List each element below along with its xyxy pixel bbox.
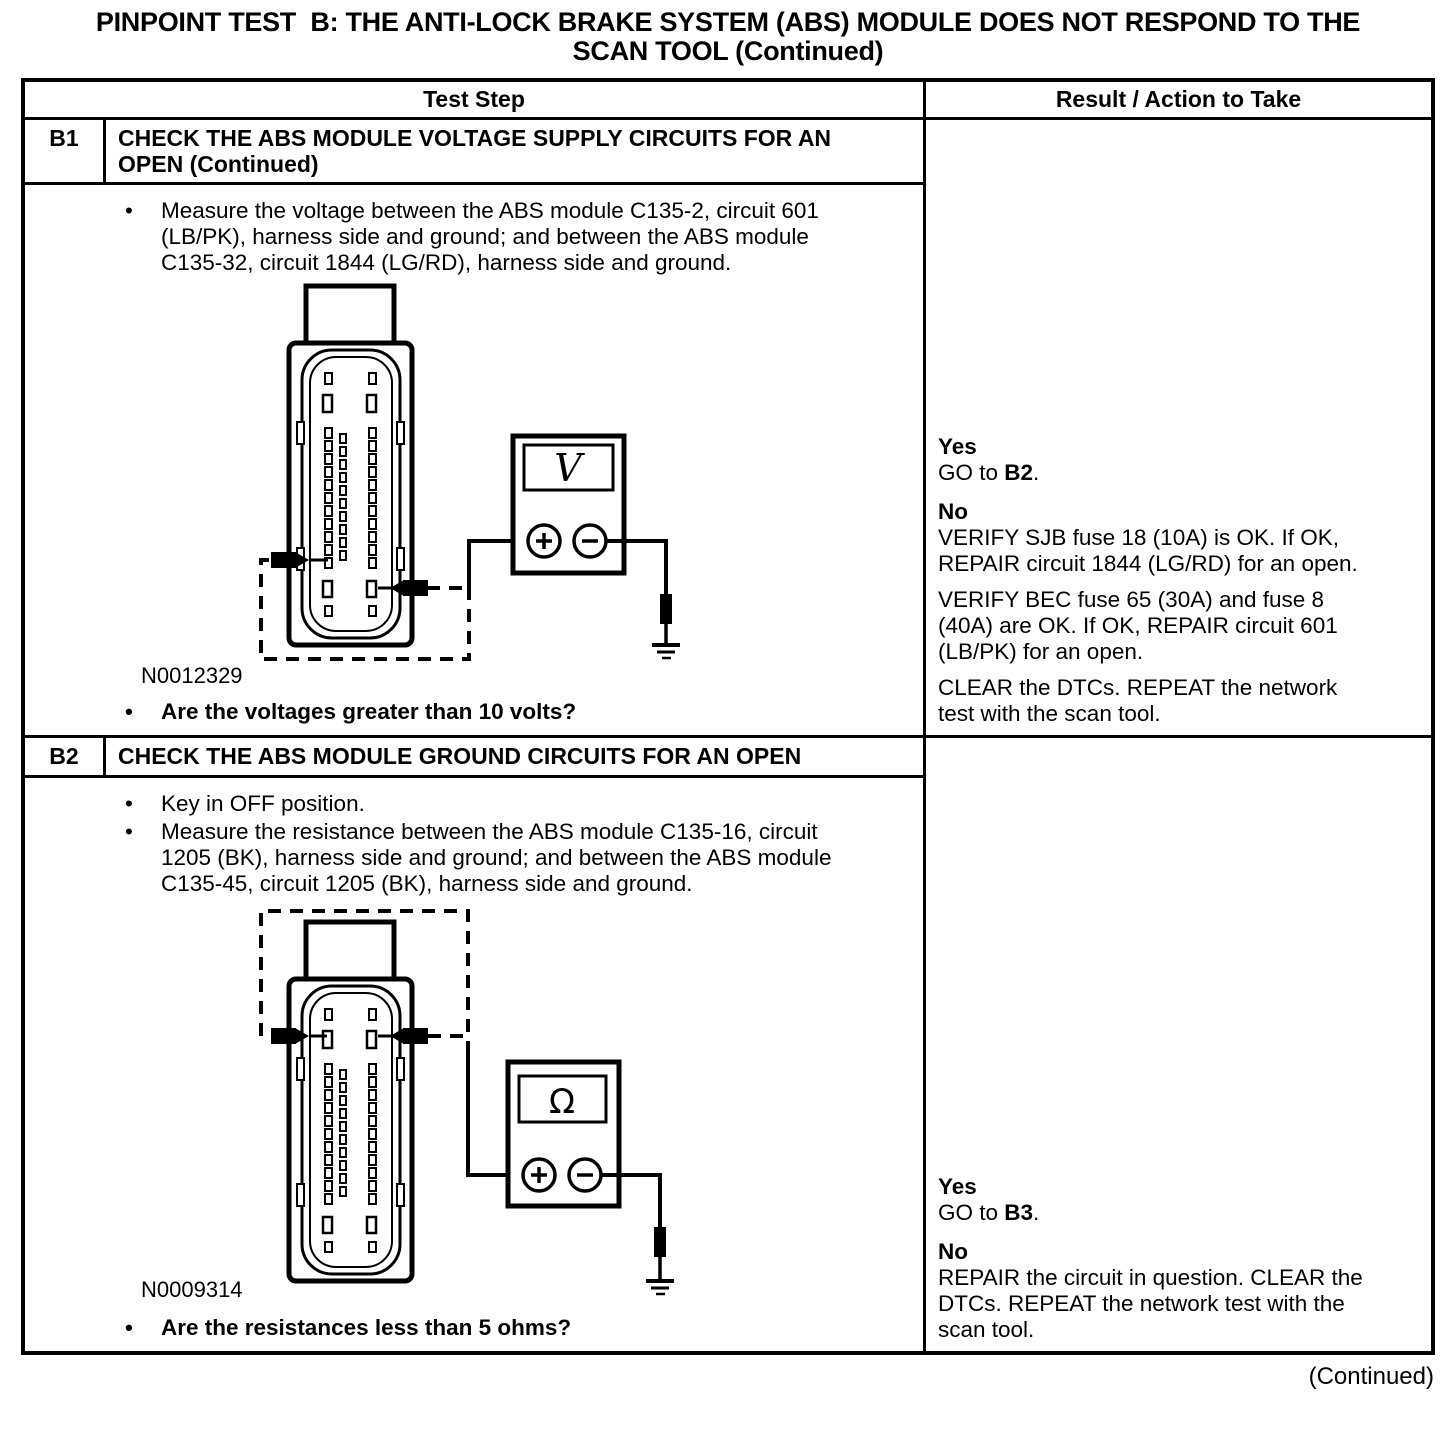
bullet-icon: •	[125, 791, 133, 816]
result-yes-label: Yes	[938, 434, 977, 459]
test-row-B2	[25, 738, 1431, 1351]
instruction-bullet	[25, 819, 923, 897]
instruction-bullet	[25, 198, 923, 276]
meter-symbol: V	[554, 446, 582, 490]
step-title-B2: CHECK THE ABS MODULE GROUND CIRCUITS FOR AN OPEN	[118, 743, 802, 769]
result-no-action: REPAIR the circuit in question. CLEAR the DTCs. REPEAT the network test with the scan tool.	[938, 1265, 1363, 1342]
result-yes-action	[938, 460, 1373, 486]
bullet-icon: •	[125, 1315, 133, 1340]
result-no-action: VERIFY BEC fuse 65 (30A) and fuse 8 (40A) are OK. If OK, REPAIR circuit 601 (LB/PK) for an open.	[938, 587, 1338, 664]
result-cell-B2	[923, 738, 1431, 1351]
ground-symbol-icon	[652, 645, 680, 658]
action-text: .	[1033, 1200, 1040, 1225]
goto-target: B2	[1004, 460, 1034, 485]
column-header-test-step: Test Step	[423, 86, 525, 112]
question-B2	[25, 1315, 923, 1341]
result-yes-label: Yes	[938, 1174, 977, 1199]
bullet-icon: •	[125, 819, 133, 844]
test-step-cell-B1	[25, 120, 923, 735]
result-no-block	[938, 1239, 1423, 1343]
step-header-B2	[25, 738, 923, 778]
result-no-label: No	[938, 1239, 968, 1264]
voltmeter-icon	[513, 436, 624, 573]
step-title-B1: CHECK THE ABS MODULE VOLTAGE SUPPLY CIRCUITS FOR AN OPEN (Continued)	[118, 125, 832, 177]
pinpoint-test-table	[21, 78, 1435, 1355]
result-no-action: CLEAR the DTCs. REPEAT the network test with the scan tool.	[938, 675, 1338, 726]
result-yes-action	[938, 1200, 1373, 1226]
action-text: GO to	[938, 460, 1005, 485]
action-text: .	[1033, 460, 1040, 485]
abs-connector-icon	[289, 286, 412, 645]
voltage-measurement-diagram	[131, 278, 731, 693]
ground-symbol-icon	[646, 1281, 674, 1294]
result-yes-block	[938, 434, 1423, 486]
figure-number-label: N0012329	[141, 663, 243, 688]
continued-note: (Continued)	[1308, 1363, 1434, 1390]
instruction-text: Measure the voltage between the ABS module C135-2, circuit 601 (LB/PK), harness side and ground; and between the ABS module C135-32, circuit 1844 (LG/RD), harness side and ground.	[161, 198, 819, 275]
page-title-line1: PINPOINT TEST B: THE ANTI-LOCK BRAKE SYSTEM (ABS) MODULE DOES NOT RESPOND TO THE	[95, 7, 1361, 37]
result-no-action: VERIFY SJB fuse 18 (10A) is OK. If OK, REPAIR circuit 1844 (LG/RD) for an open.	[938, 525, 1358, 576]
question-text: Are the resistances less than 5 ohms?	[161, 1315, 572, 1340]
test-row-B1	[25, 120, 1431, 738]
step-body-B1	[25, 185, 923, 735]
bullet-icon: •	[125, 699, 133, 724]
step-id-B1: B1	[25, 120, 106, 182]
figure-number-label: N0009314	[141, 1277, 243, 1302]
test-step-cell-B2	[25, 738, 923, 1351]
instruction-text: Measure the resistance between the ABS module C135-16, circuit 1205 (BK), harness side and ground; and between the ABS module C135-45, circuit 1205 (BK), harness side and ground.	[161, 819, 832, 896]
ohmmeter-icon	[508, 1062, 619, 1206]
abs-connector-icon	[289, 922, 412, 1281]
step-id-B2: B2	[25, 738, 106, 775]
result-no-block	[938, 499, 1423, 727]
probe-handle-icon	[654, 1227, 666, 1257]
probe-handle-icon	[660, 594, 672, 624]
instruction-bullet	[25, 791, 923, 817]
step-body-B2	[25, 778, 923, 1351]
goto-target: B3	[1004, 1200, 1034, 1225]
meter-symbol: Ω	[549, 1082, 575, 1122]
resistance-measurement-diagram	[131, 899, 731, 1309]
table-header-row	[25, 82, 1431, 120]
bullet-icon: •	[125, 198, 133, 223]
page-title	[0, 8, 1456, 66]
result-no-label: No	[938, 499, 968, 524]
question-B1	[25, 699, 923, 725]
result-cell-B1	[923, 120, 1431, 735]
page-title-line2: SCAN TOOL (Continued)	[572, 36, 884, 66]
instruction-text: Key in OFF position.	[161, 791, 365, 816]
action-text: GO to	[938, 1200, 1005, 1225]
column-header-result: Result / Action to Take	[923, 82, 1431, 117]
result-yes-block	[938, 1174, 1423, 1226]
question-text: Are the voltages greater than 10 volts?	[161, 699, 577, 724]
step-header-B1	[25, 120, 923, 185]
